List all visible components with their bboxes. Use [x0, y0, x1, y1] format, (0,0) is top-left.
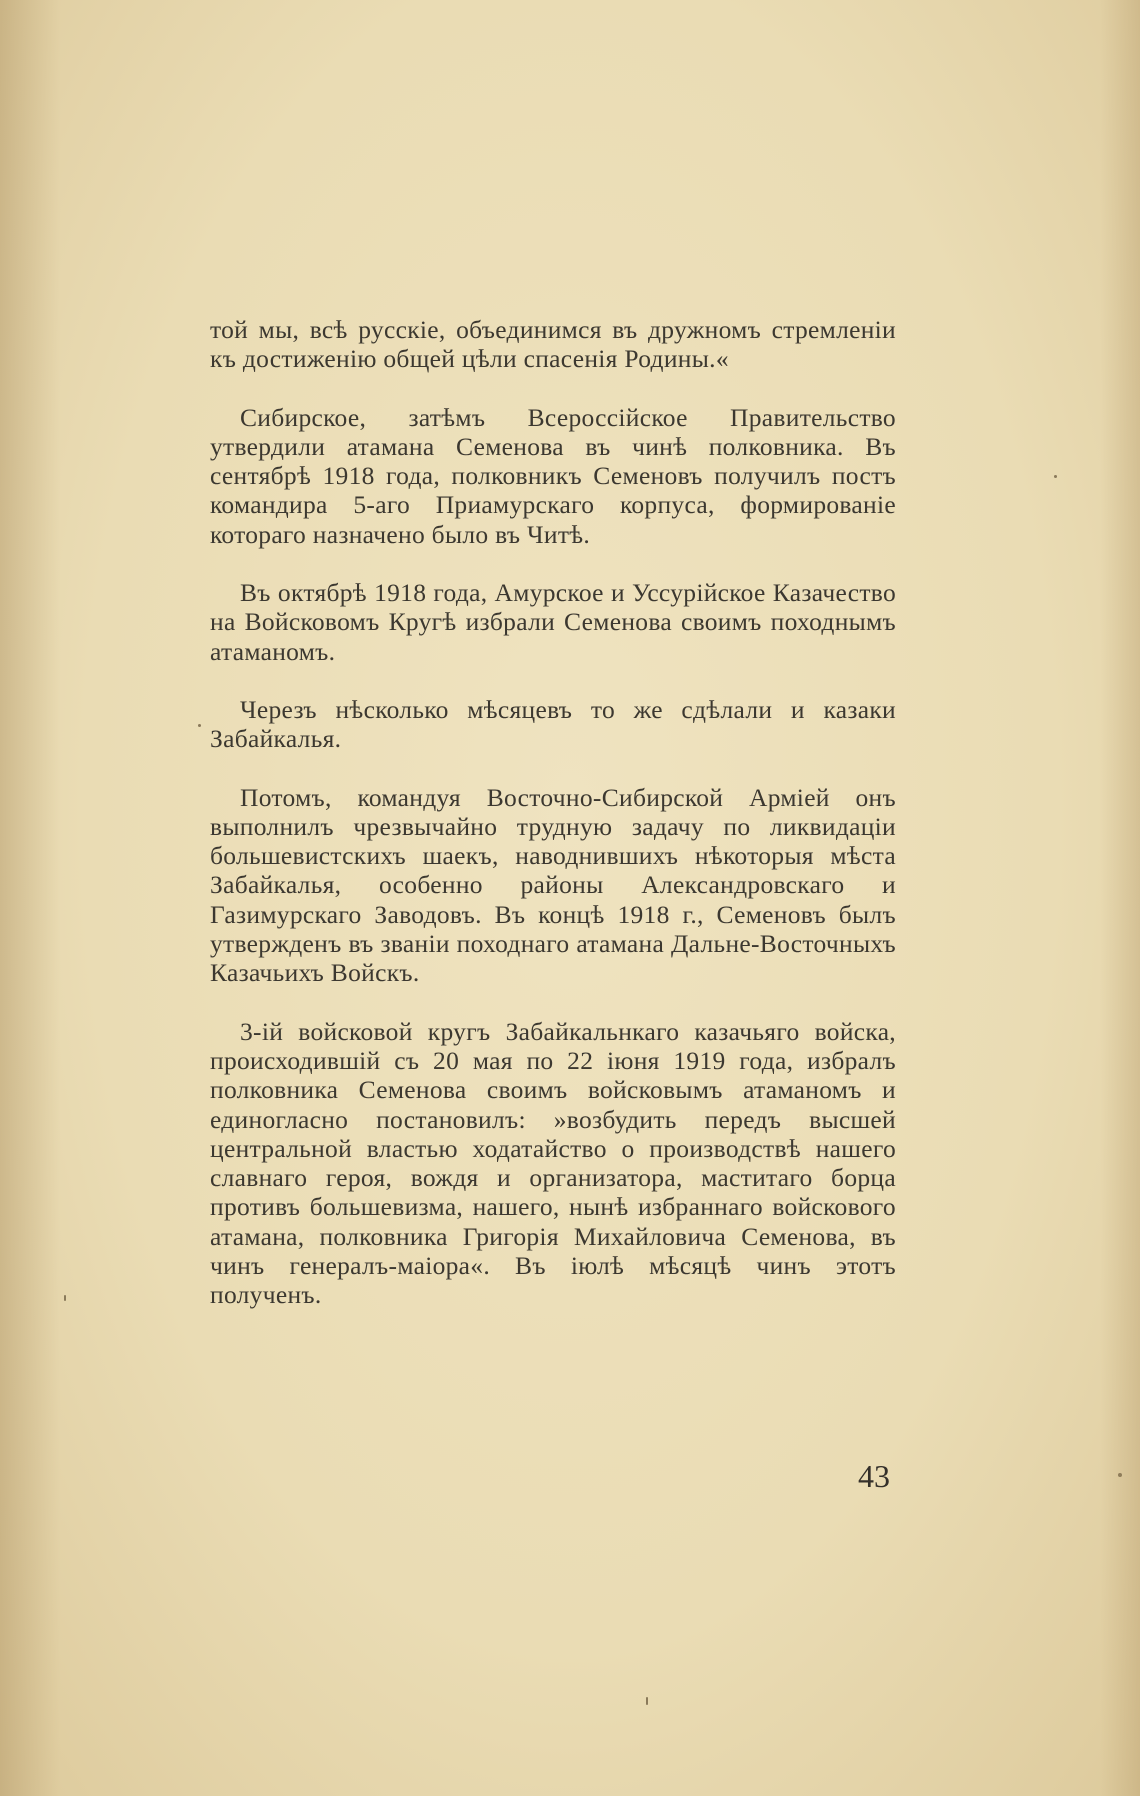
paragraph-4: Черезъ нѣсколько мѣсяцевъ то же сдѣлали и казаки Забайкалья.	[210, 694, 896, 754]
paragraph-2: Сибирское, затѣмъ Всероссійское Правительство утвердили атамана Семенова въ чинѣ полковника. Въ сентябрѣ 1918 года, полковникъ Семеновъ получилъ постъ командира 5-аго Приамурскаго корпуса, формированіе котораго назначено было въ Читѣ.	[210, 402, 896, 549]
paragraph-1: той мы, всѣ русскіе, объединимся въ дружномъ стремленіи къ достиженію общей цѣли спасенія Родины.«	[210, 315, 896, 374]
paragraph-3: Въ октябрѣ 1918 года, Амурское и Уссурійское Казачество на Войсковомъ Кругѣ избрали Семенова своимъ походнымъ атаманомъ.	[210, 578, 896, 666]
paragraph-6: 3-ій войсковой кругъ Забайкальнкаго казачьяго войска, происходившій съ 20 мая по 22 іюня 1919 года, избралъ полковника Семенова своимъ войсковымъ атаманомъ и единогласно постановилъ: »возбудить передъ высшей центральной властью ходатайство о производствѣ нашего славнаго героя, вождя и организатора, маститаго борца противъ большевизма, нашего, нынѣ избраннаго войскового атамана, полковника Григорія Михайловича Семенова, въ чинъ генералъ-маіора«. Въ іюлѣ мѣсяцѣ чинъ этотъ полученъ.	[210, 1016, 896, 1310]
paragraph-5: Потомъ, командуя Восточно-Сибирской Арміей онъ выполнилъ чрезвычайно трудную задачу по ликвидаціи большевистскихъ шаекъ, наводнившихъ нѣкоторыя мѣста Забайкалья, особенно районы Александровскаго и Газимурскаго Заводовъ. Въ концѣ 1918 г., Семеновъ былъ утвержденъ въ званіи походнаго атамана Дальне-Восточныхъ Казачьихъ Войскъ.	[210, 782, 896, 988]
ink-speck	[1054, 475, 1057, 478]
ink-speck	[64, 1295, 66, 1301]
body-text	[210, 315, 896, 1310]
ink-speck	[1118, 1473, 1122, 1477]
page-number: 43	[858, 1458, 890, 1494]
ink-speck	[646, 1697, 648, 1705]
ink-speck	[198, 724, 201, 727]
